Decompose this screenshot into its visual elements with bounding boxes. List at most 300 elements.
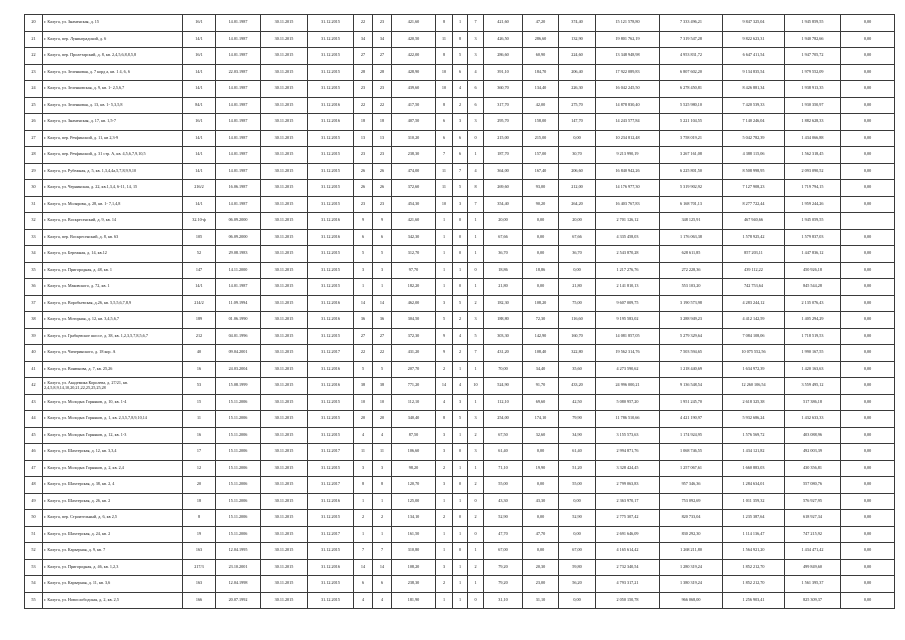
table-cell: 187,70 [484,147,523,164]
table-cell: 134,40 [523,81,559,98]
table-cell: 30.11.2015 [261,411,308,428]
table-cell: 0,00 [559,130,596,147]
table-cell: 16 [183,361,216,378]
table-row [25,196,895,213]
table-cell: 9 607 009,75 [596,295,660,312]
table-cell: 5 932 686,24 [723,411,785,428]
table-cell: 19 801 762,19 [596,31,660,48]
table-cell: 55,00 [559,477,596,494]
table-cell: 163 [183,543,216,560]
table-cell: 30.11.2015 [261,378,308,395]
table-cell: 97,70 [392,262,436,279]
table-cell: 06.09.2000 [216,229,261,246]
table-row [25,394,895,411]
table-cell: 1 [453,592,468,609]
table-cell: 14/1 [183,31,216,48]
table-cell: 499 849,60 [785,559,841,576]
table-cell: 30.11.2015 [261,510,308,527]
table-cell: 31.12.2017 [308,345,354,362]
table-cell: 7 319 547,28 [660,31,723,48]
table-cell: 742 753,64 [723,279,785,296]
table-cell: 30.11.2015 [261,114,308,131]
table-cell: 184,70 [523,64,559,81]
table-cell: 830 292,30 [660,526,723,543]
table-cell: 31.12.2017 [308,526,354,543]
table-cell: 147,70 [559,114,596,131]
table-cell: 22 [354,15,373,32]
table-cell: 31.12.2015 [308,576,354,593]
table-cell: 957 346,36 [660,477,723,494]
table-cell: 14 081 857,05 [596,328,660,345]
address-cell: г. Калуга, ул. Знаменская, д. 17, кв. 1,5-7 [43,114,183,131]
table-cell: 47,70 [484,526,523,543]
table-cell: 47,70 [523,526,559,543]
table-cell: 0,00 [523,229,559,246]
table-row [25,246,895,263]
table-cell: 31.12.2016 [308,213,354,230]
table-cell: 753 092,69 [660,493,723,510]
table-cell: 1 114 136,47 [723,526,785,543]
table-cell: 23 [373,15,392,32]
table-cell: 157,00 [523,147,559,164]
table-cell: 30.11.2015 [261,163,308,180]
table-cell: 1 [468,543,484,560]
table-cell: 14/1 [183,147,216,164]
table-cell: 1 [468,213,484,230]
table-cell: 1 990 167,55 [785,345,841,362]
table-cell: 7 333 496,21 [660,15,723,32]
table-cell: 4 [354,427,373,444]
table-cell: 3 [373,262,392,279]
address-cell: г. Калуга, ул. Шахтерская, д. 26, кв. 2 [43,493,183,510]
table-cell: 14 [373,559,392,576]
table-cell: 31.12.2015 [308,196,354,213]
table-cell: 317,70 [484,97,523,114]
table-cell: 26 [354,163,373,180]
table-cell: 84/1 [183,97,216,114]
table-cell: 3 [436,559,453,576]
table-cell: 31.12.2015 [308,328,354,345]
table-cell: 286,60 [484,48,523,65]
address-cell: г. Калуга, ул. Маковского, д. 72, кв. 1 [43,279,183,296]
table-cell: 14.01.1987 [216,147,261,164]
table-cell: 0,00 [841,312,895,329]
table-cell: 31.12.2015 [308,180,354,197]
table-cell: 0 [453,279,468,296]
table-cell: 2 [436,576,453,593]
table-cell: 12.04.1998 [216,576,261,593]
table-cell: 269,60 [484,180,523,197]
table-cell: 1 257 067,61 [660,460,723,477]
address-cell: г. Калуга, ул. Новослободская, д. 2, кв. 2,5 [43,592,183,609]
table-cell: 30.11.2015 [261,279,308,296]
table-cell: 79,20 [484,559,523,576]
table-cell: 6 [468,81,484,98]
table-cell: 8 508 998,95 [723,163,785,180]
table-cell: 31.12.2016 [308,361,354,378]
table-cell: 52 [25,543,43,560]
table-cell: 5 [453,180,468,197]
table-cell: 217/3 [183,559,216,576]
table-cell: 0,00 [841,97,895,114]
table-cell: 30.11.2015 [261,394,308,411]
table-cell: 31.12.2016 [308,493,354,510]
table-cell: 14 878 830,40 [596,97,660,114]
table-cell: 45 [25,427,43,444]
table-cell: 24 996 000,21 [596,378,660,395]
table-cell: 1 660 883,03 [723,460,785,477]
table-cell: 2 [453,312,468,329]
table-cell: 8 [183,510,216,527]
table-cell: 1 [453,576,468,593]
table-cell: 29.08.1983 [216,246,261,263]
table-cell: 492 003,39 [785,444,841,461]
table-cell: 2 775 307,42 [596,510,660,527]
table-cell: 158,00 [523,114,559,131]
table-cell: 310,20 [392,130,436,147]
table-cell: 30.11.2015 [261,262,308,279]
table-cell: 16/1 [183,48,216,65]
table-cell: 2 691 646,09 [596,526,660,543]
table-cell: 24 [25,81,43,98]
table-cell: 1 [436,213,453,230]
address-cell: г. Калуга, ул. Шахтерская, д. 38, кв. 2, 4 [43,477,183,494]
table-cell: 2 [468,510,484,527]
table-cell: 30.11.2015 [261,543,308,560]
table-cell: 20.07.1992 [216,592,261,609]
table-cell: 23 [25,64,43,81]
table-cell: 1 217 276,76 [596,262,660,279]
table-cell [841,213,895,230]
table-cell: 10 [436,196,453,213]
table-cell: 27 [373,328,392,345]
table-cell: 8 [373,477,392,494]
table-cell: 28 [373,64,392,81]
address-cell: г. Калуга, ул. Пригородная, д. 46, кв. 1,2,3 [43,559,183,576]
table-cell: 20,00 [484,213,523,230]
table-cell: 2 701 126,12 [596,213,660,230]
table-cell: 10 [354,394,373,411]
table-cell: 454,30 [392,196,436,213]
table-cell: 60,90 [523,48,559,65]
table-cell: 8 [436,97,453,114]
table-cell: 106,60 [392,444,436,461]
table-cell: 3 [436,427,453,444]
table-cell: 11.09.1994 [216,295,261,312]
table-cell: 12 [183,460,216,477]
address-cell: г. Калуга, ул. Зеленковая, д. 7 корд а, кв. 1 4, 6, 6 [43,64,183,81]
table-cell: 2 799 063,83 [596,477,660,494]
table-cell: 0,00 [523,510,559,527]
table-cell: 13 [354,130,373,147]
table-cell: 462,00 [392,295,436,312]
table-cell: 1 [453,427,468,444]
table-cell: 360,70 [484,81,523,98]
table-cell: 160,70 [559,328,596,345]
table-row [25,361,895,378]
table-row [25,213,895,230]
table-cell: 2 [436,361,453,378]
table-cell: 0,00 [841,229,895,246]
table-cell: 1 [468,147,484,164]
table-cell: 8 426 881,34 [723,81,785,98]
table-cell: 3 758 019,21 [660,130,723,147]
table-cell: 4 [354,592,373,609]
table-row [25,295,895,312]
table-cell: 23,00 [523,576,559,593]
table-row [25,592,895,609]
table-cell: 30.11.2015 [261,180,308,197]
table-cell: 7 127 908,23 [723,180,785,197]
table-cell: 6 [453,130,468,147]
table-cell: 2 543 870,28 [596,246,660,263]
table-cell: 2 [436,510,453,527]
table-cell: 22 [354,345,373,362]
table-cell: 30.11.2015 [261,64,308,81]
table-cell: 5 279 329,64 [660,328,723,345]
table-cell: 31.12.2015 [308,130,354,147]
table-cell: 1 [436,493,453,510]
table-cell: 4 335 458,03 [596,229,660,246]
table-cell: 0,00 [841,48,895,65]
table-row [25,345,895,362]
table-cell: 30,70 [559,147,596,164]
table-cell: 1 447 836,12 [785,246,841,263]
table-cell: 0,00 [841,262,895,279]
table-cell: 35 [25,262,43,279]
table-cell: 90,20 [523,196,559,213]
table-cell: 105 [183,229,216,246]
table-cell: 20,00 [559,213,596,230]
table-cell: 5 [373,361,392,378]
table-cell: 14 243 577,84 [596,114,660,131]
table-cell: 0,00 [841,361,895,378]
table-cell: 9 195 583,02 [596,312,660,329]
table-cell: 3 190 573,98 [660,295,723,312]
table-cell: 06.09.2000 [216,213,261,230]
table-cell: 9 847 325,04 [723,15,785,32]
table-cell: 1 268 211,80 [660,543,723,560]
table-cell: 36 [373,312,392,329]
table-cell: 450 926,18 [785,262,841,279]
table-cell: 19 [183,526,216,543]
table-cell: 134,10 [392,510,436,527]
table-cell: 31.12.2015 [308,411,354,428]
table-cell: 87,50 [392,427,436,444]
table-cell: 0,00 [841,592,895,609]
table-cell: 391,10 [484,64,523,81]
table-cell: 1 [453,526,468,543]
table-cell: 272 228,36 [660,262,723,279]
table-cell: 6 [453,147,468,164]
table-cell: 4 165 614,42 [596,543,660,560]
table-cell: 7 [468,15,484,32]
table-cell: 0,00 [841,81,895,98]
table-cell: 4 [453,81,468,98]
table-cell: 6 168 701,13 [660,196,723,213]
table-cell: 1 [436,229,453,246]
table-cell: 11 [436,31,453,48]
table-cell: 628 611,85 [660,246,723,263]
table-cell: 23.10.2001 [216,559,261,576]
table-cell: 31.12.2015 [308,15,354,32]
table-cell: 18,86 [523,262,559,279]
table-cell: 30.11.2015 [261,246,308,263]
table-cell: 6 [354,229,373,246]
table-cell: 14/1 [183,279,216,296]
table-cell: 5 319 902,92 [660,180,723,197]
table-cell: 6 647 411,54 [723,48,785,65]
table-cell: 14/1 [183,64,216,81]
table-cell: 72,30 [523,312,559,329]
table-cell: 15.11.2006 [216,510,261,527]
table-cell: 4 412 142,59 [723,312,785,329]
table-cell: 17 [183,444,216,461]
table-cell: 5 080 957,20 [596,394,660,411]
table-cell: 1 256 903,41 [723,592,785,609]
address-cell: г. Калуга, ул. Рубежная, д. 5, кв. 1,3,4,4а,5,7,8,9,9,10 [43,163,183,180]
table-cell: 3 [354,262,373,279]
table-cell: 22 [373,345,392,362]
table-cell: 25 [25,97,43,114]
table-cell: 31.12.2015 [308,279,354,296]
table-cell: 420,50 [392,31,436,48]
address-cell: г. Калуга, ул. Знаменская, д. 15 [43,15,183,32]
table-cell: 1 979 552,09 [785,64,841,81]
table-cell: 12.04.1995 [216,543,261,560]
table-cell: 22 [354,97,373,114]
table-cell: 426,50 [484,31,523,48]
table-cell: 16 840 942,26 [596,163,660,180]
table-cell: 28 [25,147,43,164]
table-cell: 6 807 602,20 [660,64,723,81]
table-cell: 30.11.2015 [261,477,308,494]
table-row [25,64,895,81]
table-cell: 30.11.2015 [261,592,308,609]
table-cell: 1 434 066,88 [785,130,841,147]
table-cell: 181,90 [392,592,436,609]
table-cell: 0,00 [841,295,895,312]
table-cell: 30.11.2015 [261,31,308,48]
table-cell: 108,20 [523,295,559,312]
table-cell: 0,00 [841,180,895,197]
table-cell: 0,00 [841,163,895,180]
table-cell: 1 [468,394,484,411]
table-cell: 6 [354,576,373,593]
table-cell: 215,00 [523,130,559,147]
table-cell: 2 732 340,54 [596,559,660,576]
table-cell: 30.11.2015 [261,130,308,147]
table-cell: 15.11.2006 [216,493,261,510]
table-cell: 33 [25,229,43,246]
table-cell: 120,70 [392,477,436,494]
table-cell: 53 [183,378,216,395]
table-row [25,312,895,329]
table-cell: 6 [373,229,392,246]
table-cell: 2 141 810,13 [596,279,660,296]
table-cell: 1 959 244,26 [785,196,841,213]
table-row [25,114,895,131]
table-cell: 4 273 590,62 [596,361,660,378]
table-cell: 31.12.2015 [308,48,354,65]
table-cell: 16.06.1987 [216,180,261,197]
table-cell: 30.11.2015 [261,460,308,477]
table-cell: 4 [436,394,453,411]
table-row [25,163,895,180]
table-cell: 3 559 495,12 [785,378,841,395]
table-cell: 1 [453,559,468,576]
table-cell: 0,00 [559,262,596,279]
address-cell: г. Калуга, ул. Молодых Горняков, д. 10, кв. 1-4 [43,394,183,411]
table-cell: 0,00 [841,130,895,147]
table-cell: 67,66 [559,229,596,246]
table-cell: 93,00 [523,180,559,197]
table-cell: 1 718 519,53 [785,328,841,345]
address-cell: г. Калуга, пер. Лунинградский, д. 6 [43,31,183,48]
table-cell: 19,90 [523,460,559,477]
table-cell: 2 [453,345,468,362]
table-cell: 30.11.2015 [261,196,308,213]
table-cell: 79,90 [559,411,596,428]
table-cell: 0,00 [523,279,559,296]
table-cell: 44 [25,411,43,428]
table-cell: 2 [468,477,484,494]
address-cell: г. Калуга, пер. Пролетарский, д. 8, кв. 2,4,5,6,8,8,5,8 [43,48,183,65]
table-cell: 348 125,91 [660,213,723,230]
table-row [25,493,895,510]
table-cell: 40 [25,345,43,362]
table-cell: 1 [453,493,468,510]
table-cell: 1 634 972,39 [723,361,785,378]
table-cell: 1 951 245,70 [660,394,723,411]
table-row [25,48,895,65]
table-cell: 35,60 [559,361,596,378]
table-cell: 38 [354,378,373,395]
table-cell: 1 [436,246,453,263]
table-row [25,97,895,114]
table-cell: 3 [373,460,392,477]
table-cell: 4 283 244,12 [723,295,785,312]
table-cell: 6 [468,97,484,114]
table-cell: 3 [436,477,453,494]
table-cell: 7 420 539,33 [723,97,785,114]
address-cell: г. Калуга, ул. Вонюнова, д. 7, кв. 25,26 [43,361,183,378]
table-row [25,460,895,477]
table-cell: 407,50 [392,114,436,131]
table-cell: 417,50 [392,97,436,114]
table-cell: 3 328 424,45 [596,460,660,477]
table-cell: 4 [373,427,392,444]
table-cell: 4 [373,592,392,609]
table-row [25,328,895,345]
table-cell: 0,00 [841,345,895,362]
table-cell: 421,60 [392,15,436,32]
table-cell: 403 088,96 [785,427,841,444]
table-cell: 43,30 [523,493,559,510]
table-cell: 310,80 [392,543,436,560]
table-cell: 1 174 924,95 [660,427,723,444]
table-cell: 01.06.1990 [216,312,261,329]
table-cell: 1 [373,526,392,543]
table-cell: 0,00 [841,493,895,510]
table-cell: 3 267 161,08 [660,147,723,164]
table-cell: 524,90 [484,378,523,395]
table-cell: 1 [436,592,453,609]
table-row [25,31,895,48]
table-cell: 29 [25,163,43,180]
table-cell: 47,20 [523,15,559,32]
table-row [25,180,895,197]
